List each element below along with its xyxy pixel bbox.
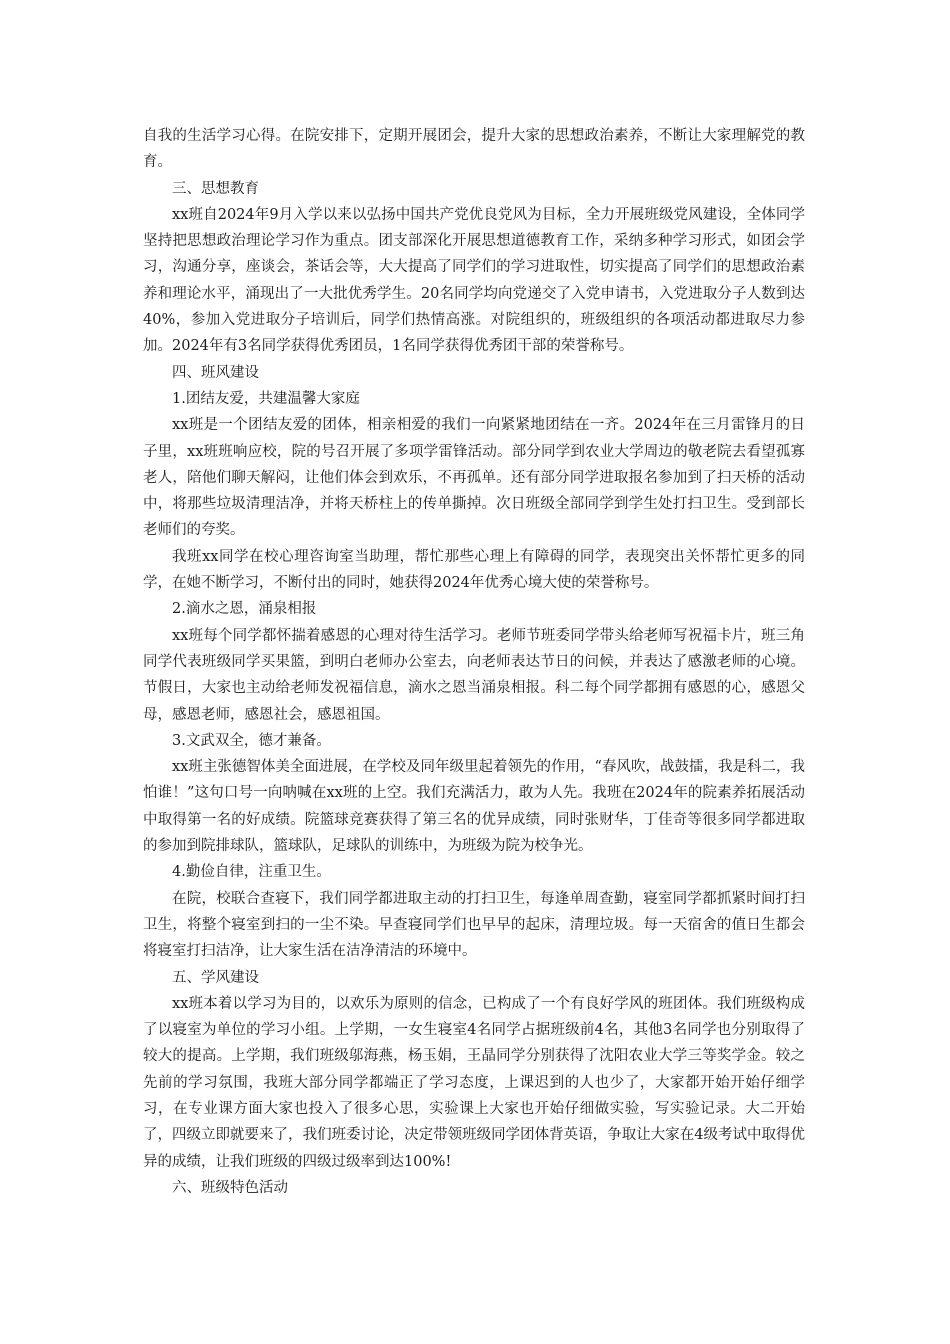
paragraph-all-round: xx班主张德智体美全面进展，在学校及同年级里起着领先的作用，“春风吹，战鼓擂，我是科二，我怕谁！”这句口号一向呐喊在xx班的上空。我们充满活力，敢为人先。我班在2024年的院素养拓展活动中取得第一名的好成绩。院篮球竞赛获得了第三名的优异成绩，同时张财华，丁佳奇等很多同学都进取的参加到院排球队，篮球队，足球队的训练中，为班级为院为校争光。 <box>143 759 805 855</box>
section-heading-class-spirit: 四、班风建设 <box>172 364 259 381</box>
section-heading-special-activities: 六、班级特色活动 <box>172 1179 288 1196</box>
document-page <box>143 123 805 1201</box>
paragraph-intro-continuation: 自我的生活学习心得。在院安排下，定期开展团会，提升大家的思想政治素养，不断让大家理解党的教育。 <box>143 128 805 171</box>
section-heading-ideological-education: 三、思想教育 <box>172 180 259 197</box>
paragraph-unity: xx班是一个团结友爱的团体，相亲相爱的我们一向紧紧地团结在一齐。2024年在三月雷锋月的日子里，xx班班响应校，院的号召开展了多项学雷锋活动。部分同学到农业大学周边的敬老院去看望孤寡老人，陪他们聊天解闷，让他们体会到欢乐，不再孤单。还有部分同学进取报名参加到了扫天桥的活动中，将那些垃圾清理洁净，并将天桥柱上的传单撕掉。次日班级全部同学到学生处打扫卫生。受到部长老师们的夸奖。 <box>143 417 805 539</box>
subheading-gratitude: 2.滴水之恩，涌泉相报 <box>172 601 317 618</box>
paragraph-hygiene: 在院，校联合查寝下，我们同学都进取主动的打扫卫生，每逢单周查勤，寝室同学都抓紧时间打扫卫生，将整个寝室到扫的一尘不染。早查寝同学们也早早的起床，清理垃圾。每一天宿舍的值日生都会将寝室打扫洁净，让大家生活在洁净清洁的环境中。 <box>143 890 805 960</box>
paragraph-study-spirit: xx班本着以学习为目的，以欢乐为原则的信念，已构成了一个有良好学风的班团体。我们班级构成了以寝室为单位的学习小组。上学期，一女生寝室4名同学占据班级前4名，其他3名同学也分别取得了较大的提高。上学期，我们班级邬海燕，杨玉娟，王晶同学分别获得了沈阳农业大学三等奖学金。较之先前的学习氛围，我班大部分同学都端正了学习态度，上课迟到的人也少了，大家都开始开始仔细学习，在专业课方面大家也投入了很多心思，实验课上大家也开始仔细做实验，写实验记录。大二开始了，四级立即就要来了，我们班委讨论，决定带领班级同学团体背英语，争取让大家在4级考试中取得优异的成绩，让我们班级的四级过级率到达100%! <box>143 995 805 1170</box>
subheading-hygiene: 4.勤俭自律，注重卫生。 <box>172 864 331 881</box>
subheading-all-round: 3.文武双全，德才兼备。 <box>172 732 331 749</box>
paragraph-ideological-education: xx班自2024年9月入学以来以弘扬中国共产党优良党风为目标，全力开展班级党风建设，全体同学坚持把思想政治理论学习作为重点。团支部深化开展思想道德教育工作，采纳多种学习形式，如团会学习，沟通分享，座谈会，茶话会等，大大提高了同学们的学习进取性，切实提高了同学们的思想政治素养和理论水平，涌现出了一大批优秀学生。20名同学均向党递交了入党申请书，入党进取分子人数到达40%，参加入党进取分子培训后，同学们热情高涨。对院组织的，班级组织的各项活动都进取尽力参加。2024年有3名同学获得优秀团员，1名同学获得优秀团干部的荣誉称号。 <box>143 206 805 355</box>
paragraph-psych-assistant: 我班xx同学在校心理咨询室当助理，帮忙那些心理上有障碍的同学，表现突出关怀帮忙更多的同学，在她不断学习，不断付出的同时，她获得2024年优秀心境大使的荣誉称号。 <box>143 548 805 592</box>
section-heading-study-spirit: 五、学风建设 <box>172 969 259 986</box>
paragraph-gratitude: xx班每个同学都怀揣着感恩的心理对待生活学习。老师节班委同学带头给老师写祝福卡片，班三角同学代表班级同学买果篮，到明白老师办公室去，向老师表达节日的问候，并表达了感激老师的心境。节假日，大家也主动给老师发祝福信息，滴水之恩当涌泉相报。科二每个同学都拥有感恩的心，感恩父母，感恩老师，感恩社会，感恩祖国。 <box>143 627 805 723</box>
subheading-unity: 1.团结友爱，共建温馨大家庭 <box>172 390 360 407</box>
